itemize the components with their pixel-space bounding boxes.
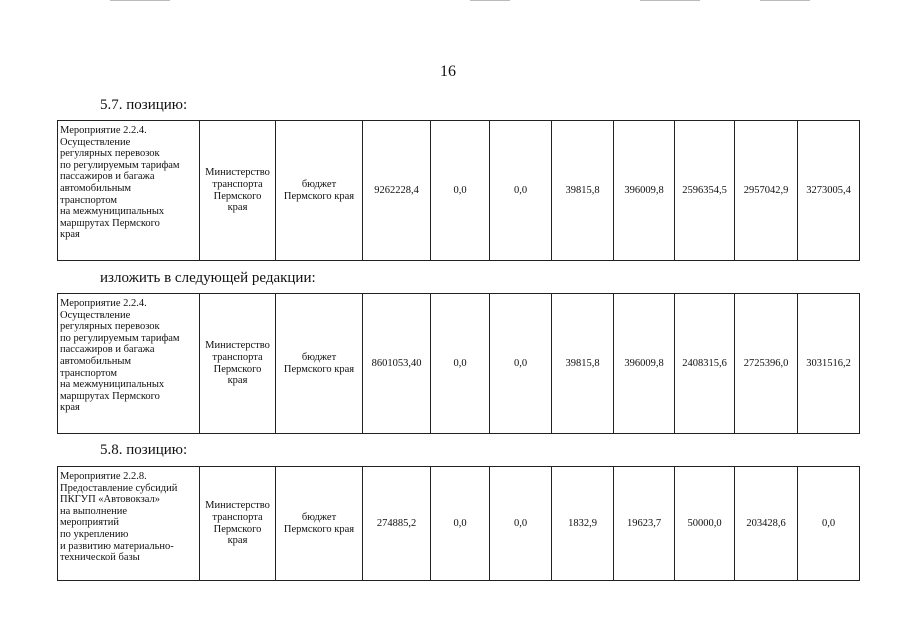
scan-edge-line (640, 0, 700, 1)
position-table-new-edition (57, 293, 860, 434)
value-year-2: 0,0 (490, 294, 552, 434)
funding-source-cell: бюджет Пермского края (276, 121, 363, 261)
table-row (58, 294, 860, 434)
executor-cell: Министерство транспорта Пермского края (200, 294, 276, 434)
value-year-4: 396009,8 (614, 121, 675, 261)
section-heading-5-7: 5.7. позицию: (100, 97, 188, 113)
value-year-4: 19623,7 (614, 467, 675, 581)
table-row (58, 121, 860, 261)
value-year-1: 0,0 (431, 467, 490, 581)
value-year-3: 1832,9 (552, 467, 614, 581)
measure-description: Мероприятие 2.2.4. Осуществление регулярных перевозок по регулируемым тарифам пассажиров и багажа автомобильным транспортом на межмуниципальных маршрутах Пермского края (58, 121, 200, 261)
value-year-4: 396009,8 (614, 294, 675, 434)
section-heading-5-8: 5.8. позицию: (100, 442, 188, 458)
value-total: 9262228,4 (363, 121, 431, 261)
value-year-5: 2408315,6 (675, 294, 735, 434)
executor-cell: Министерство транспорта Пермского края (200, 467, 276, 581)
value-total: 8601053,40 (363, 294, 431, 434)
funding-source-cell: бюджет Пермского края (276, 294, 363, 434)
position-table-5-7 (57, 120, 860, 261)
scan-edge-line (760, 0, 810, 1)
value-year-2: 0,0 (490, 121, 552, 261)
table-row (58, 467, 860, 581)
scan-edge-line (110, 0, 170, 1)
funding-source-cell: бюджет Пермского края (276, 467, 363, 581)
value-year-1: 0,0 (431, 294, 490, 434)
value-year-3: 39815,8 (552, 121, 614, 261)
value-year-6: 2725396,0 (735, 294, 798, 434)
page-number: 16 (440, 63, 456, 80)
value-year-7: 3031516,2 (798, 294, 860, 434)
value-year-2: 0,0 (490, 467, 552, 581)
measure-description: Мероприятие 2.2.8. Предоставление субсидий ПКГУП «Автовокзал» на выполнение мероприятий по укреплению и развитию материально- технической базы (58, 467, 200, 581)
value-year-7: 3273005,4 (798, 121, 860, 261)
position-table-5-8 (57, 466, 860, 581)
value-total: 274885,2 (363, 467, 431, 581)
value-year-5: 50000,0 (675, 467, 735, 581)
value-year-3: 39815,8 (552, 294, 614, 434)
value-year-6: 2957042,9 (735, 121, 798, 261)
value-year-6: 203428,6 (735, 467, 798, 581)
value-year-1: 0,0 (431, 121, 490, 261)
value-year-5: 2596354,5 (675, 121, 735, 261)
value-year-7: 0,0 (798, 467, 860, 581)
executor-cell: Министерство транспорта Пермского края (200, 121, 276, 261)
section-heading-new-edition: изложить в следующей редакции: (100, 270, 316, 286)
measure-description: Мероприятие 2.2.4. Осуществление регулярных перевозок по регулируемым тарифам пассажиров и багажа автомобильным транспортом на межмуниципальных маршрутах Пермского края (58, 294, 200, 434)
scan-edge-line (470, 0, 510, 1)
